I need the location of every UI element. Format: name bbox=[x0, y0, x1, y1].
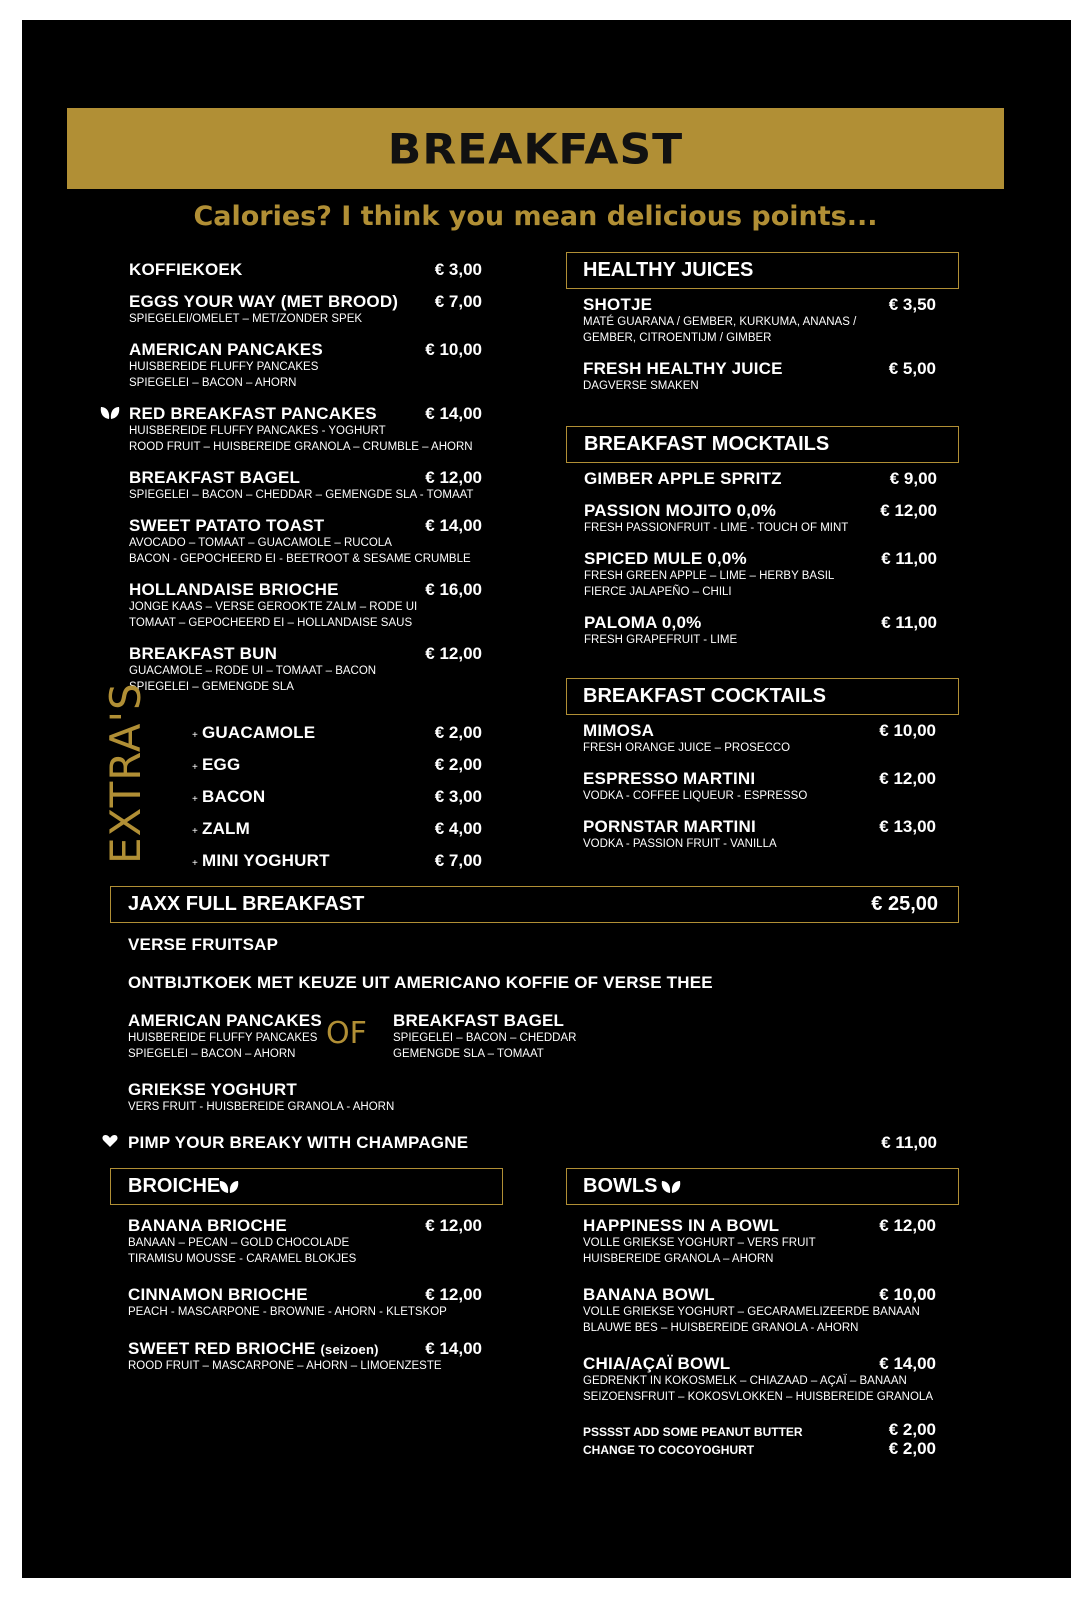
menu-item-desc: AVOCADO – TOMAAT – GUACAMOLE – RUCOLA bbox=[129, 537, 392, 549]
menu-item-name: GIMBER APPLE SPRITZ bbox=[584, 469, 782, 488]
leaf-icon bbox=[661, 1180, 681, 1199]
option-a-desc: HUISBEREIDE FLUFFY PANCAKES bbox=[128, 1032, 318, 1044]
menu-item-price: € 12,00 bbox=[880, 501, 937, 520]
title-banner bbox=[67, 108, 1004, 189]
heart-icon bbox=[102, 1134, 118, 1153]
extra-item-price: € 7,00 bbox=[434, 851, 482, 870]
yoghurt-name: GRIEKSE YOGHURT bbox=[128, 1080, 297, 1099]
menu-item-desc: VODKA - PASSION FRUIT - VANILLA bbox=[583, 838, 777, 850]
menu-item-name: PALOMA 0,0% bbox=[584, 613, 702, 632]
menu-item-desc: VOLLE GRIEKSE YOGHURT – GECARAMELIZEERDE BANAAN bbox=[583, 1306, 920, 1318]
menu-item-desc: VODKA - COFFEE LIQUEUR - ESPRESSO bbox=[583, 790, 808, 802]
menu-item-desc: SPIEGELEI – BACON – CHEDDAR – GEMENGDE SLA - TOMAAT bbox=[129, 489, 474, 501]
menu-item-name: BANANA BOWL bbox=[583, 1285, 715, 1304]
menu-item-price: € 3,00 bbox=[434, 260, 482, 279]
option-a-desc: SPIEGELEI – BACON – AHORN bbox=[128, 1048, 296, 1060]
menu-item-name: HAPPINESS IN A BOWL bbox=[583, 1216, 780, 1235]
plus-sign: + bbox=[192, 826, 198, 837]
option-a-name: AMERICAN PANCAKES bbox=[128, 1011, 322, 1030]
menu-item-price: € 10,00 bbox=[879, 721, 936, 740]
menu-item-price: € 16,00 bbox=[425, 580, 482, 599]
menu-item-price: € 5,00 bbox=[888, 359, 936, 378]
option-b-desc: SPIEGELEI – BACON – CHEDDAR bbox=[393, 1032, 577, 1044]
section-title: HEALTHY JUICES bbox=[583, 259, 754, 281]
menu-item-desc: FRESH ORANGE JUICE – PROSECCO bbox=[583, 742, 791, 754]
menu-item-desc: MATÉ GUARANA / GEMBER, KURKUMA, ANANAS / bbox=[583, 316, 857, 328]
menu-item-desc: SPIEGELEI – BACON – AHORN bbox=[129, 377, 297, 389]
full-breakfast-line: VERSE FRUITSAP bbox=[128, 935, 279, 954]
addon-price: € 2,00 bbox=[888, 1439, 936, 1458]
option-b-name: BREAKFAST BAGEL bbox=[393, 1011, 565, 1030]
champagne-price: € 11,00 bbox=[881, 1133, 937, 1152]
menu-item-name-note: (seizoen) bbox=[320, 1342, 379, 1357]
extra-item-name: BACON bbox=[202, 787, 266, 806]
leaf-icon bbox=[219, 1180, 239, 1199]
plus-sign: + bbox=[192, 762, 198, 773]
menu-item-desc: GEDRENKT IN KOKOSMELK – CHIAZAAD – AÇAÏ – BANAAN bbox=[583, 1375, 907, 1387]
extra-item-price: € 3,00 bbox=[434, 787, 482, 806]
menu-item-desc: HUISBEREIDE GRANOLA – AHORN bbox=[583, 1253, 774, 1265]
menu-item-price: € 12,00 bbox=[425, 468, 482, 487]
menu-item-price: € 10,00 bbox=[425, 340, 482, 359]
menu-item-price: € 14,00 bbox=[425, 404, 482, 423]
plus-sign: + bbox=[192, 730, 198, 741]
extra-item-name: ZALM bbox=[202, 819, 251, 838]
menu-item-price: € 9,00 bbox=[889, 469, 937, 488]
menu-item-desc: BLAUWE BES – HUISBEREIDE GRANOLA - AHORN bbox=[583, 1322, 859, 1334]
section-title: BREAKFAST COCKTAILS bbox=[583, 685, 826, 707]
extra-item-price: € 4,00 bbox=[434, 819, 482, 838]
menu-item-name: BREAKFAST BUN bbox=[129, 644, 278, 663]
leaf-icon bbox=[100, 406, 120, 425]
healthy-juices-header bbox=[566, 252, 959, 289]
menu-item-desc: VOLLE GRIEKSE YOGHURT – VERS FRUIT bbox=[583, 1237, 816, 1249]
menu-item-price: € 7,00 bbox=[434, 292, 482, 311]
champagne-name: PIMP YOUR BREAKY WITH CHAMPAGNE bbox=[128, 1133, 469, 1152]
menu-item-name: HOLLANDAISE BRIOCHE bbox=[129, 580, 339, 599]
menu-item-price: € 12,00 bbox=[879, 1216, 936, 1235]
menu-item-desc: SPIEGELEI/OMELET – MET/ZONDER SPEK bbox=[129, 313, 363, 325]
addon-name: PSSSST ADD SOME PEANUT BUTTER bbox=[583, 1425, 803, 1439]
full-breakfast-header bbox=[110, 886, 959, 923]
menu-item-desc: TOMAAT – GEPOCHEERD EI – HOLLANDAISE SAUS bbox=[129, 617, 413, 629]
menu-item-price: € 12,00 bbox=[425, 644, 482, 663]
menu-item-price: € 14,00 bbox=[879, 1354, 936, 1373]
extra-item-price: € 2,00 bbox=[434, 755, 482, 774]
menu-item-price: € 14,00 bbox=[425, 1339, 482, 1358]
page-title: BREAKFAST bbox=[387, 125, 684, 174]
menu-item-name: PASSION MOJITO 0,0% bbox=[584, 501, 777, 520]
extras-label: EXTRA'S bbox=[101, 682, 150, 864]
menu-item-name-text: SWEET RED BRIOCHE bbox=[128, 1339, 316, 1358]
menu-item-name bbox=[128, 1339, 379, 1359]
full-breakfast-line: ONTBIJTKOEK MET KEUZE UIT AMERICANO KOFFIE OF VERSE THEE bbox=[128, 973, 713, 992]
plus-sign: + bbox=[192, 858, 198, 869]
menu-item-price: € 13,00 bbox=[879, 817, 936, 836]
menu-item-name: BREAKFAST BAGEL bbox=[129, 468, 301, 487]
menu-item-name: RED BREAKFAST PANCAKES bbox=[129, 404, 377, 423]
menu-item-name: ESPRESSO MARTINI bbox=[583, 769, 756, 788]
section-title: BOWLS bbox=[583, 1175, 658, 1197]
menu-item-name: CHIA/AÇAÏ BOWL bbox=[583, 1354, 731, 1373]
menu-item-desc: SPIEGELEI – GEMENGDE SLA bbox=[129, 681, 294, 693]
menu-item-desc: GUACAMOLE – RODE UI – TOMAAT – BACON bbox=[129, 665, 377, 677]
menu-item-desc: HUISBEREIDE FLUFFY PANCAKES bbox=[129, 361, 319, 373]
section-title: JAXX FULL BREAKFAST bbox=[128, 893, 365, 915]
menu-item-name: KOFFIEKOEK bbox=[129, 260, 243, 279]
menu-item-desc: BANAAN – PECAN – GOLD CHOCOLADE bbox=[128, 1237, 350, 1249]
extra-item-name: GUACAMOLE bbox=[202, 723, 316, 742]
menu-sheet bbox=[22, 20, 1071, 1578]
menu-item-desc: SEIZOENSFRUIT – KOKOSVLOKKEN – HUISBEREIDE GRANOLA bbox=[583, 1391, 933, 1403]
brioche-header bbox=[110, 1168, 503, 1205]
section-title: BREAKFAST MOCKTAILS bbox=[584, 433, 830, 455]
menu-item-name: MIMOSA bbox=[583, 721, 655, 740]
menu-item-price: € 10,00 bbox=[879, 1285, 936, 1304]
section-title: BROICHE bbox=[128, 1175, 221, 1197]
extra-item-price: € 2,00 bbox=[434, 723, 482, 742]
menu-item-price: € 3,50 bbox=[888, 295, 936, 314]
menu-item-desc: FRESH GRAPEFRUIT - LIME bbox=[584, 634, 738, 646]
menu-item-desc: FRESH PASSIONFRUIT - LIME - TOUCH OF MINT bbox=[584, 522, 849, 534]
addon-name: CHANGE TO COCOYOGHURT bbox=[583, 1443, 755, 1457]
section-price: € 25,00 bbox=[871, 893, 938, 915]
menu-item-desc: TIRAMISU MOUSSE - CARAMEL BLOKJES bbox=[128, 1253, 357, 1265]
menu-item-price: € 12,00 bbox=[425, 1216, 482, 1235]
cocktails-header bbox=[566, 678, 959, 715]
menu-item-name: BANANA BRIOCHE bbox=[128, 1216, 287, 1235]
menu-item-name: SWEET PATATO TOAST bbox=[129, 516, 325, 535]
menu-item-name: SHOTJE bbox=[583, 295, 653, 314]
extra-item-name: EGG bbox=[202, 755, 241, 774]
menu-item-desc: ROOD FRUIT – HUISBEREIDE GRANOLA – CRUMBLE – AHORN bbox=[129, 441, 473, 453]
mocktails-header bbox=[566, 426, 959, 463]
extra-item-name: MINI YOGHURT bbox=[202, 851, 330, 870]
bowls-header bbox=[566, 1168, 959, 1205]
plus-sign: + bbox=[192, 794, 198, 805]
menu-item-desc: DAGVERSE SMAKEN bbox=[583, 380, 699, 392]
menu-item-desc: PEACH - MASCARPONE - BROWNIE - AHORN - KLETSKOP bbox=[128, 1306, 447, 1318]
menu-item-desc: FIERCE JALAPEÑO – CHILI bbox=[584, 586, 732, 598]
menu-item-desc: HUISBEREIDE FLUFFY PANCAKES - YOGHURT bbox=[129, 425, 386, 437]
menu-item-desc: JONGE KAAS – VERSE GEROOKTE ZALM – RODE UI bbox=[129, 601, 418, 613]
menu-item-name: SPICED MULE 0,0% bbox=[584, 549, 747, 568]
menu-item-price: € 11,00 bbox=[881, 613, 937, 632]
menu-item-price: € 11,00 bbox=[881, 549, 937, 568]
or-label: OF bbox=[326, 1016, 367, 1051]
menu-item-desc: GEMBER, CITROENTIJM / GIMBER bbox=[583, 332, 772, 344]
tagline: Calories? I think you mean delicious points... bbox=[193, 201, 878, 232]
menu-item-desc: FRESH GREEN APPLE – LIME – HERBY BASIL bbox=[584, 570, 835, 582]
addon-price: € 2,00 bbox=[888, 1420, 936, 1439]
menu-item-desc: BACON - GEPOCHEERD EI - BEETROOT & SESAME CRUMBLE bbox=[129, 553, 471, 565]
menu-item-name: PORNSTAR MARTINI bbox=[583, 817, 756, 836]
option-b-desc: GEMENGDE SLA – TOMAAT bbox=[393, 1048, 544, 1060]
menu-item-price: € 12,00 bbox=[879, 769, 936, 788]
yoghurt-desc: VERS FRUIT - HUISBEREIDE GRANOLA - AHORN bbox=[128, 1101, 395, 1113]
menu-item-price: € 12,00 bbox=[425, 1285, 482, 1304]
menu-item-name: FRESH HEALTHY JUICE bbox=[583, 359, 783, 378]
menu-item-desc: ROOD FRUIT – MASCARPONE – AHORN – LIMOENZESTE bbox=[128, 1360, 442, 1372]
menu-item-price: € 14,00 bbox=[425, 516, 482, 535]
menu-item-name: AMERICAN PANCAKES bbox=[129, 340, 323, 359]
menu-item-name: EGGS YOUR WAY (MET BROOD) bbox=[129, 292, 399, 311]
menu-item-name: CINNAMON BRIOCHE bbox=[128, 1285, 308, 1304]
